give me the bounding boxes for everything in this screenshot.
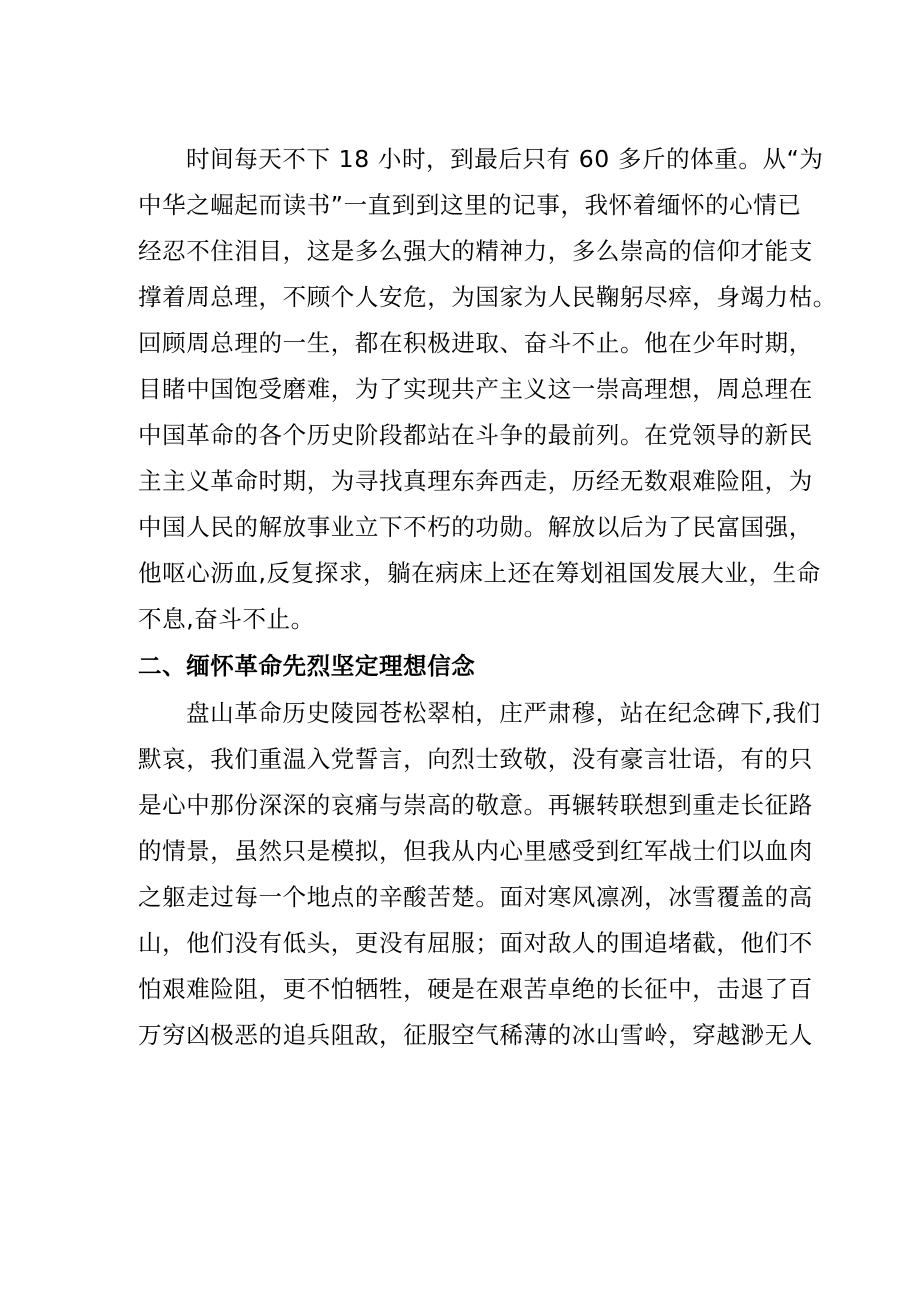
paragraph-line: 不息,奋斗不止。 <box>138 605 315 633</box>
paragraph-line: 他呕心沥血,反复探求，躺在病床上还在筹划祖国发展大业，生命 <box>138 559 821 587</box>
paragraph-line: 主主义革命时期，为寻找真理东奔西走，历经无数艰难险阻，为 <box>138 467 813 495</box>
paragraph-line: 万穷凶极恶的追兵阻敌，征服空气稀薄的冰山雪岭，穿越渺无人 <box>138 1021 813 1049</box>
paragraph-line: 默哀，我们重温入党誓言，向烈士致敬，没有豪言壮语，有的只 <box>138 745 813 773</box>
paragraph-line: 之躯走过每一个地点的辛酸苦楚。面对寒风凛冽，冰雪覆盖的高 <box>138 883 813 911</box>
paragraph-line: 回顾周总理的一生，都在积极进取、奋斗不止。他在少年时期， <box>138 329 813 357</box>
paragraph-line: 中国革命的各个历史阶段都站在斗争的最前列。在党领导的新民 <box>138 421 813 449</box>
paragraph-line: 时间每天不下 18 小时，到最后只有 60 多斤的体重。从“为 <box>186 145 824 173</box>
paragraph-line: 中华之崛起而读书”一直到到这里的记事，我怀着缅怀的心情已 <box>138 191 802 219</box>
paragraph-line: 中国人民的解放事业立下不朽的功勋。解放以后为了民富国强， <box>138 513 813 541</box>
paragraph-line: 盘山革命历史陵园苍松翠柏，庄严肃穆，站在纪念碑下,我们 <box>186 699 821 727</box>
paragraph-line: 撑着周总理，不顾个人安危，为国家为人民鞠躬尽瘁，身竭力枯。 <box>138 283 837 311</box>
paragraph-line: 山，他们没有低头，更没有屈服；面对敌人的围追堵截，他们不 <box>138 929 813 957</box>
section-heading: 二、缅怀革命先烈坚定理想信念 <box>138 652 476 680</box>
paragraph-line: 的情景，虽然只是模拟，但我从内心里感受到红军战士们以血肉 <box>138 837 813 865</box>
paragraph-line: 经忍不住泪目，这是多么强大的精神力，多么崇高的信仰才能支 <box>138 237 813 265</box>
paragraph-line: 目睹中国饱受磨难，为了实现共产主义这一崇高理想，周总理在 <box>138 375 813 403</box>
paragraph-line: 怕艰难险阻，更不怕牺牲，硬是在艰苦卓绝的长征中，击退了百 <box>138 975 813 1003</box>
paragraph-line: 是心中那份深深的哀痛与崇高的敬意。再辗转联想到重走长征路 <box>138 791 813 819</box>
